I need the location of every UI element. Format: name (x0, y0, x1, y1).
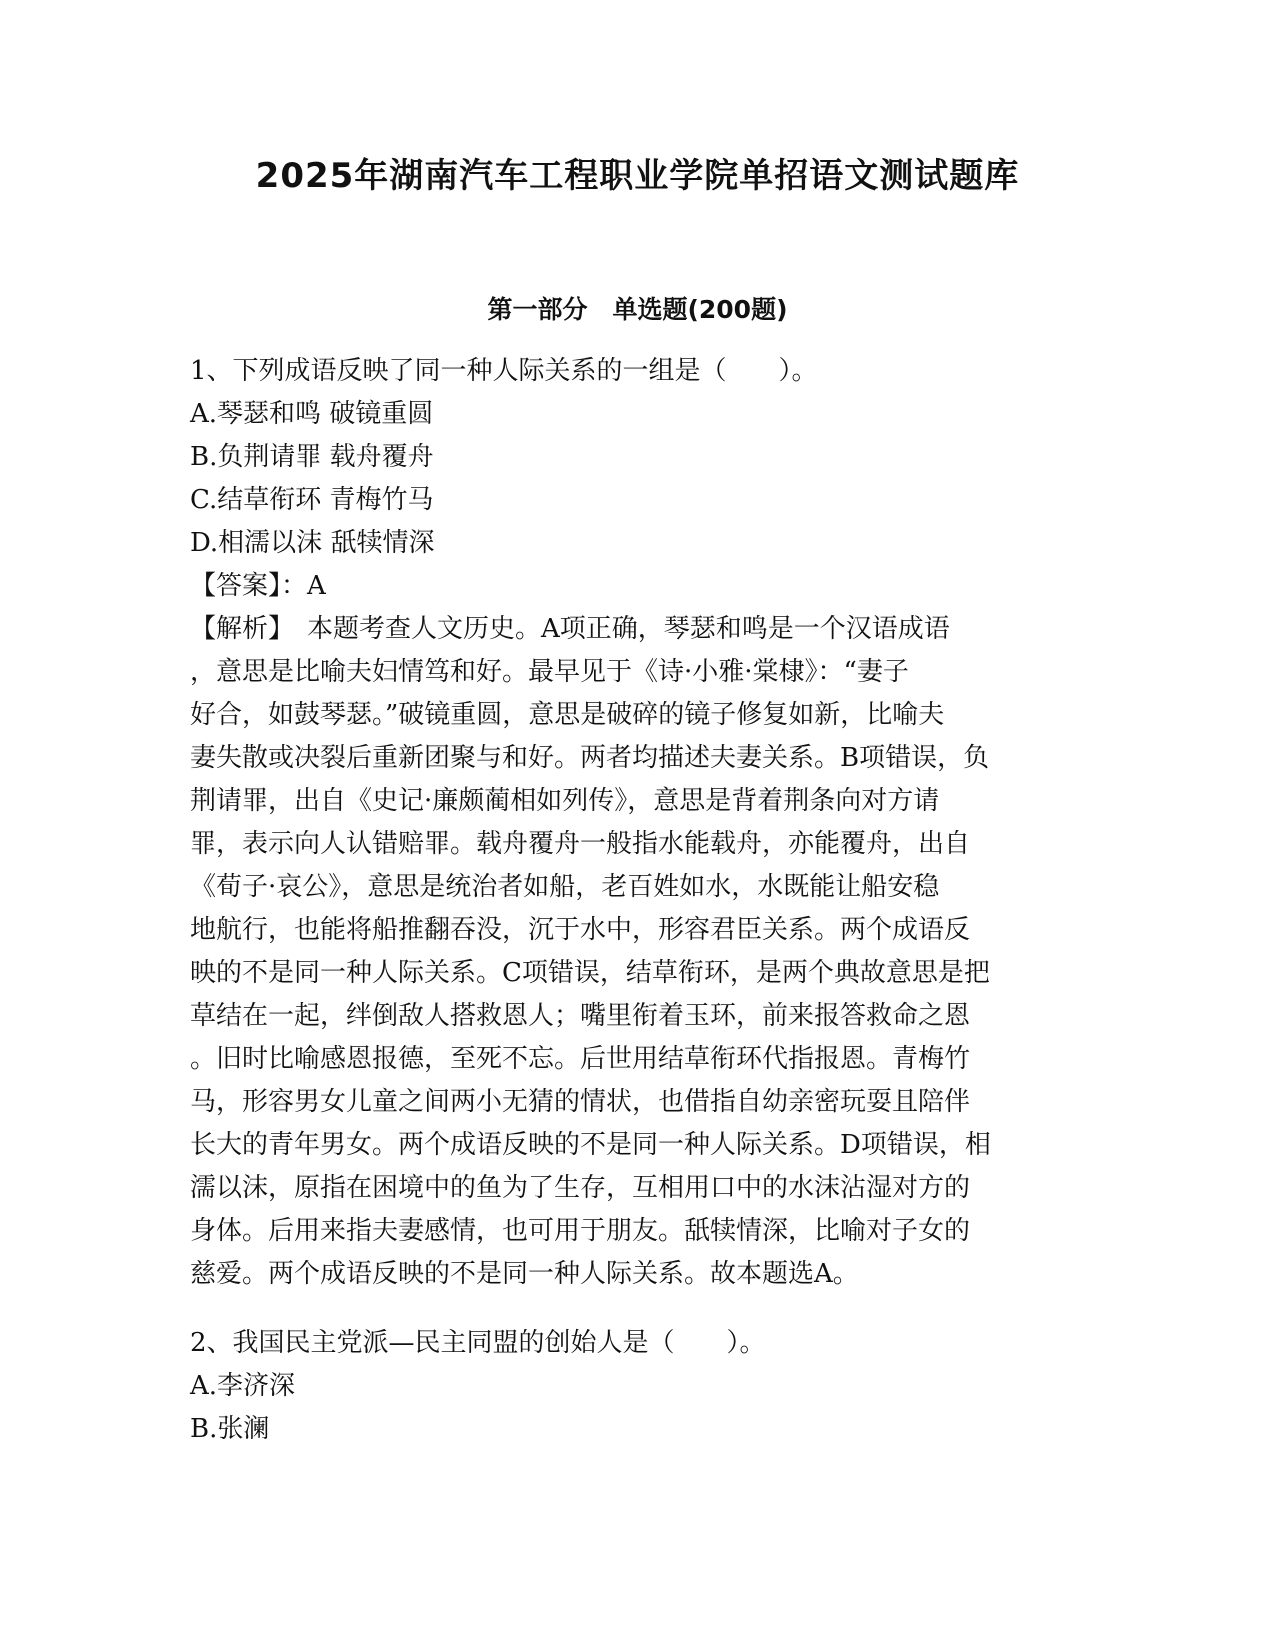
analysis-line: 地航行，也能将船推翻吞没，沉于水中，形容君臣关系。两个成语反 (190, 915, 971, 945)
option-a: A.李济深 (190, 1371, 296, 1401)
analysis-line: 。旧时比喻感恩报德，至死不忘。后世用结草衔环代指报恩。青梅竹 (190, 1044, 971, 1074)
analysis-line: 好合，如鼓琴瑟。”破镜重圆，意思是破碎的镜子修复如新，比喻夫 (190, 700, 945, 730)
analysis-line: 映的不是同一种人际关系。C项错误，结草衔环，是两个典故意思是把 (190, 958, 990, 988)
option-a: A.琴瑟和鸣 破镜重圆 (190, 399, 434, 429)
question-stem: 2、我国民主党派—民主同盟的创始人是（ ）。 (190, 1328, 766, 1358)
option-c: C.结草衔环 青梅竹马 (190, 485, 434, 515)
analysis-line: 妻失散或决裂后重新团聚与和好。两者均描述夫妻关系。B项错误，负 (190, 743, 990, 773)
option-d: D.相濡以沫 舐犊情深 (190, 528, 435, 558)
analysis-line: 荆请罪，出自《史记·廉颇蔺相如列传》，意思是背着荆条向对方请 (190, 786, 940, 816)
question-1 (190, 350, 1090, 1296)
document-title: 2025年湖南汽车工程职业学院单招语文测试题库 (255, 156, 1020, 196)
analysis-line: 草结在一起，绊倒敌人搭救恩人；嘴里衔着玉环，前来报答救命之恩 (190, 1001, 971, 1031)
section-title: 第一部分 单选题(200题) (487, 295, 788, 324)
analysis-line: 濡以沫，原指在困境中的鱼为了生存，互相用口中的水沫沾湿对方的 (190, 1173, 971, 1203)
analysis-line: 长大的青年男女。两个成语反映的不是同一种人际关系。D项错误，相 (190, 1130, 991, 1160)
answer-line: 【答案】：A (190, 571, 326, 601)
option-b: B.张澜 (190, 1414, 270, 1444)
analysis-line: 慈爱。两个成语反映的不是同一种人际关系。故本题选A。 (190, 1259, 859, 1289)
analysis-line: 马，形容男女儿童之间两小无猜的情状，也借指自幼亲密玩耍且陪伴 (190, 1087, 971, 1117)
analysis-line: 身体。后用来指夫妻感情，也可用于朋友。舐犊情深，比喻对子女的 (190, 1216, 971, 1246)
analysis-line: 罪，表示向人认错赔罪。载舟覆舟一般指水能载舟，亦能覆舟，出自 (190, 829, 971, 859)
analysis-line: ，意思是比喻夫妇情笃和好。最早见于《诗·小雅·棠棣》：“妻子 (190, 657, 909, 687)
option-b: B.负荆请罪 载舟覆舟 (190, 442, 434, 472)
question-2 (190, 1322, 1090, 1451)
question-stem: 1、下列成语反映了同一种人际关系的一组是（ ）。 (190, 356, 818, 386)
analysis-line: 【解析】 本题考查人文历史。A项正确，琴瑟和鸣是一个汉语成语 (190, 614, 950, 644)
analysis-line: 《荀子·哀公》，意思是统治者如船，老百姓如水，水既能让船安稳 (190, 872, 940, 902)
